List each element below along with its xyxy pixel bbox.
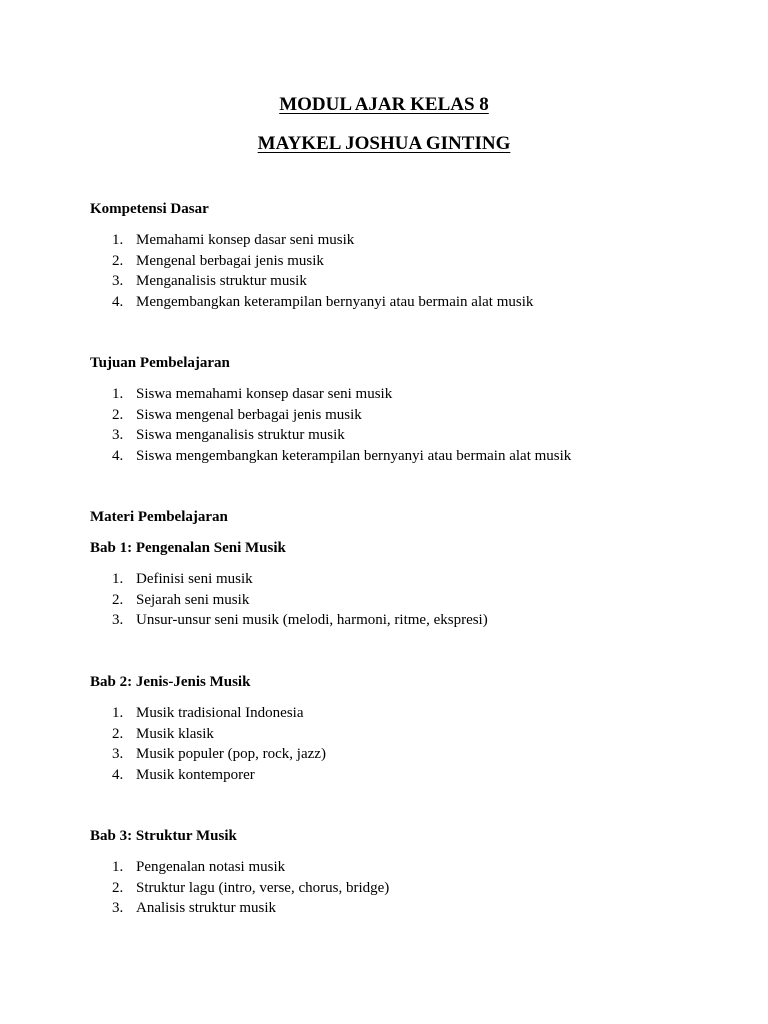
list-item-text: Pengenalan notasi musik [136,859,286,875]
list-item-text: Musik populer (pop, rock, jazz) [136,746,326,762]
list-item-text: Siswa mengembangkan keterampilan bernyanyi atau bermain alat musik [136,447,572,464]
section-heading-kompetensi: Kompetensi Dasar [90,201,209,217]
list-item-number: 4. [112,447,124,464]
list-item-number: 4. [112,293,124,310]
list-item-number: 3. [112,612,124,628]
list-item-number: 3. [112,746,124,762]
list-item-text: Unsur-unsur seni musik (melodi, harmoni, ritme, ekspresi) [136,612,488,628]
list-item-text: Definisi seni musik [136,571,253,587]
list-item-text: Musik kontemporer [136,766,255,783]
list-item-text: Siswa menganalisis struktur musik [136,427,345,443]
list-item-number: 3. [112,427,124,443]
list-item-text: Musik tradisional Indonesia [136,705,304,721]
document-author [0,132,768,156]
section-heading-bab3: Bab 3: Struktur Musik [90,828,237,844]
list-item-number: 4. [112,766,124,783]
list-item-text: Menganalisis struktur musik [136,273,307,289]
list-item-text: Musik klasik [136,725,214,742]
section-heading-bab1: Bab 1: Pengenalan Seni Musik [90,540,286,556]
list-item-text: Siswa memahami konsep dasar seni musik [136,386,393,402]
list-item-text: Analisis struktur musik [136,900,277,916]
list-item-number: 2. [112,252,124,269]
list-item-number: 2. [112,406,124,423]
list-item-number: 1. [112,386,124,402]
section-heading-materi: Materi Pembelajaran [90,509,228,525]
list-item-number: 2. [112,725,124,742]
list-item-text: Mengembangkan keterampilan bernyanyi atau bermain alat musik [136,293,534,310]
list-item-number: 2. [112,879,124,896]
list-item-number: 1. [112,571,124,587]
list-item-text: Struktur lagu (intro, verse, chorus, bridge) [136,879,390,896]
list-item-number: 1. [112,859,124,875]
document-title-text: MODUL AJAR KELAS 8 [279,94,489,115]
list-item-text: Memahami konsep dasar seni musik [136,232,355,248]
list-item-number: 1. [112,705,124,721]
list-item-text: Sejarah seni musik [136,591,250,608]
list-item-text: Siswa mengenal berbagai jenis musik [136,406,362,423]
document-title [0,93,768,117]
section-heading-bab2: Bab 2: Jenis-Jenis Musik [90,674,251,690]
list-item-number: 3. [112,273,124,289]
list-item-number: 3. [112,900,124,916]
list-item-number: 1. [112,232,124,248]
document-author-text: MAYKEL JOSHUA GINTING [257,133,511,154]
list-item-text: Mengenal berbagai jenis musik [136,252,324,269]
list-item-number: 2. [112,591,124,608]
section-heading-tujuan: Tujuan Pembelajaran [90,355,230,371]
